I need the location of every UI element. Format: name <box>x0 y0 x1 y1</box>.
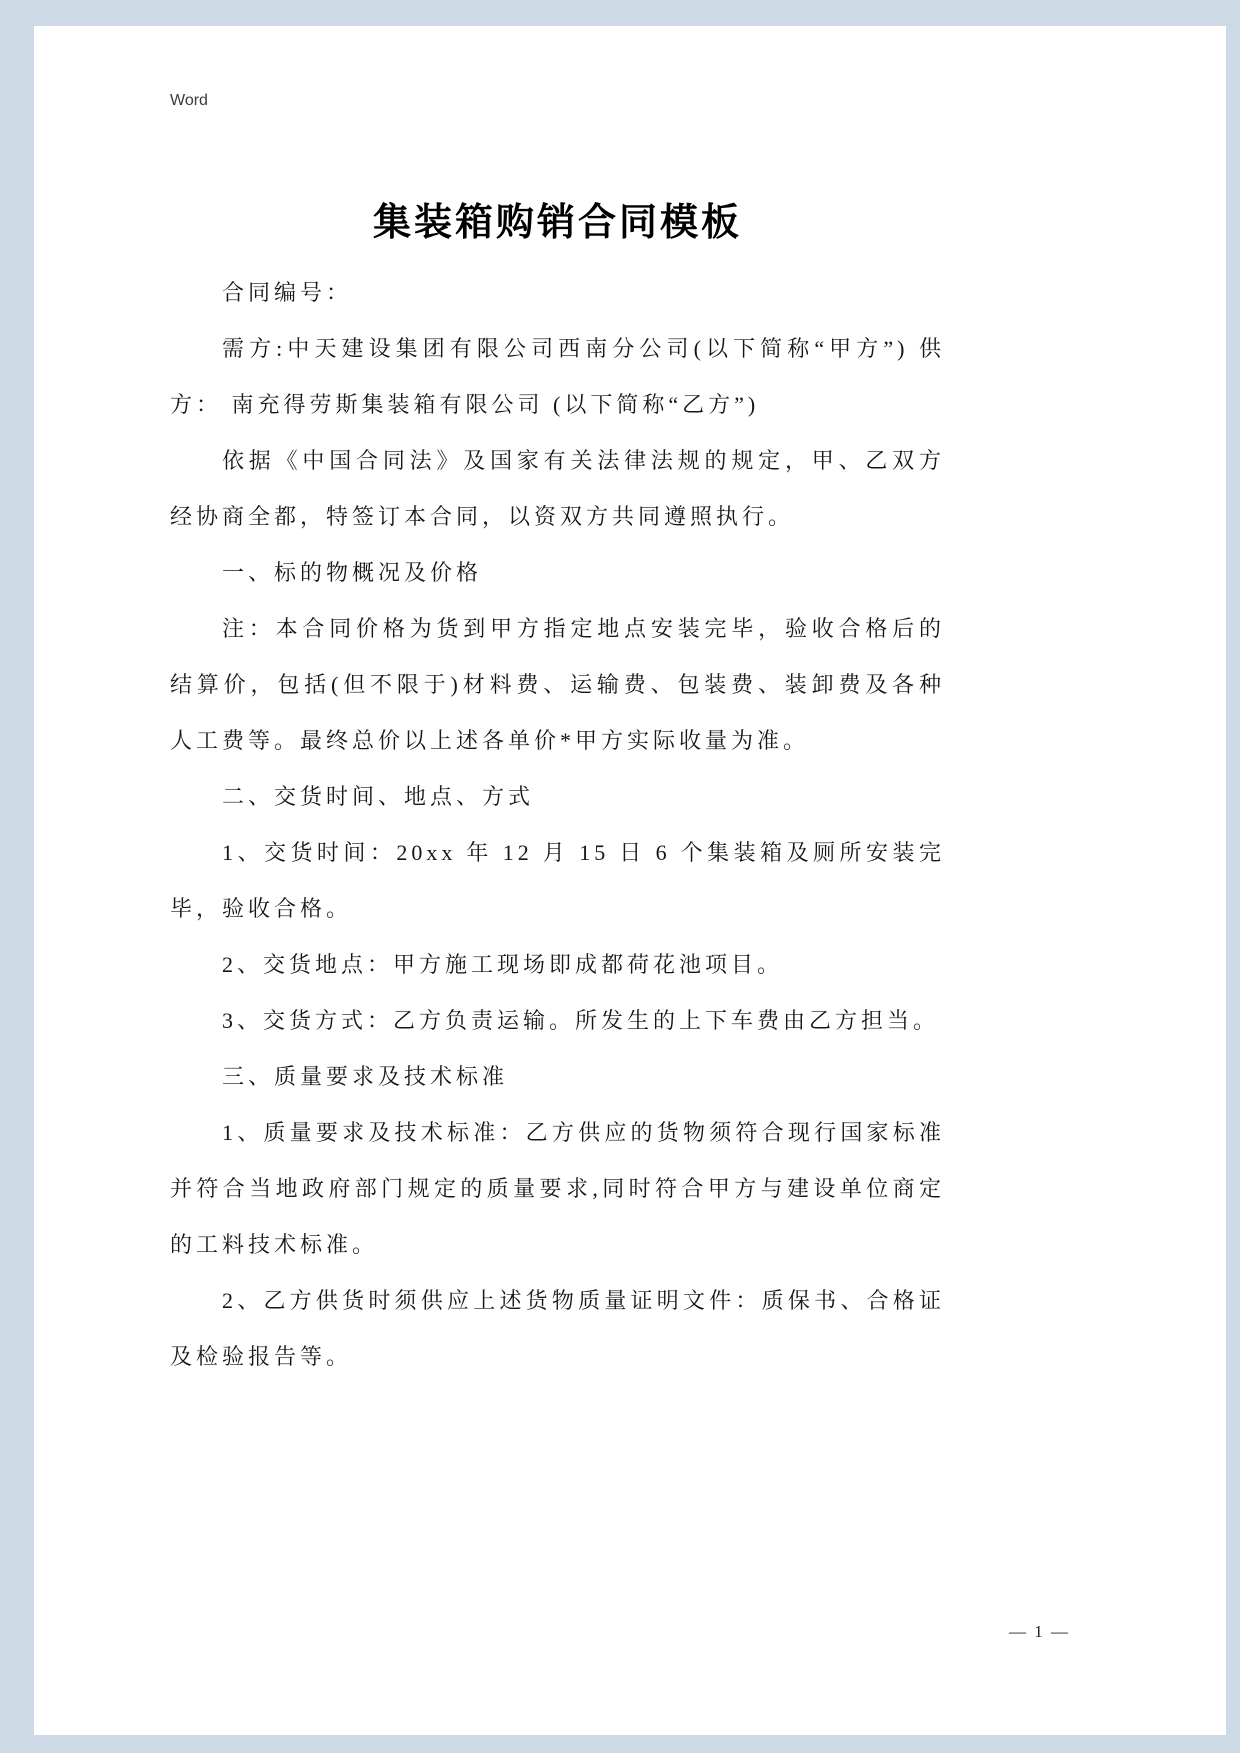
paragraph: 依据《中国合同法》及国家有关法律法规的规定，甲、乙双方经协商全都，特签订本合同，以资双方共同遵照执行。 <box>170 448 945 529</box>
paragraph: 2、乙方供货时须供应上述货物质量证明文件：质保书、合格证及检验报告等。 <box>170 1288 945 1369</box>
paragraph: 需方:中天建设集团有限公司西南分公司(以下简称“甲方”) 供方： 南充得劳斯集装箱有限公司 (以下简称“乙方”) <box>170 336 945 417</box>
paragraph: 三、质量要求及技术标准 <box>222 1064 509 1089</box>
paragraph: 注：本合同价格为货到甲方指定地点安装完毕，验收合格后的结算价，包括(但不限于)材料费、运输费、包装费、装卸费及各种人工费等。最终总价以上述各单价*甲方实际收量为准。 <box>170 616 945 753</box>
paragraph: 1、交货时间：20xx 年 12 月 15 日 6 个集装箱及厕所安装完毕，验收合格。 <box>170 840 945 921</box>
paragraph: 3、交货方式：乙方负责运输。所发生的上下车费由乙方担当。 <box>222 1008 940 1033</box>
page-number: — 1 — <box>1009 1622 1070 1641</box>
paragraph: 2、交货地点：甲方施工现场即成都荷花池项目。 <box>222 952 784 977</box>
paragraph: 一、标的物概况及价格 <box>222 560 483 585</box>
paragraph: 二、交货时间、地点、方式 <box>222 784 535 809</box>
document-body <box>170 265 945 1385</box>
paragraph: 合同编号： <box>222 280 353 305</box>
paragraph: 1、质量要求及技术标准：乙方供应的货物须符合现行国家标准并符合当地政府部门规定的质量要求,同时符合甲方与建设单位商定的工料技术标准。 <box>170 1120 945 1257</box>
document-title: 集装箱购销合同模板 <box>372 202 742 245</box>
document-page <box>34 26 1226 1735</box>
app-label: Word <box>170 92 208 109</box>
